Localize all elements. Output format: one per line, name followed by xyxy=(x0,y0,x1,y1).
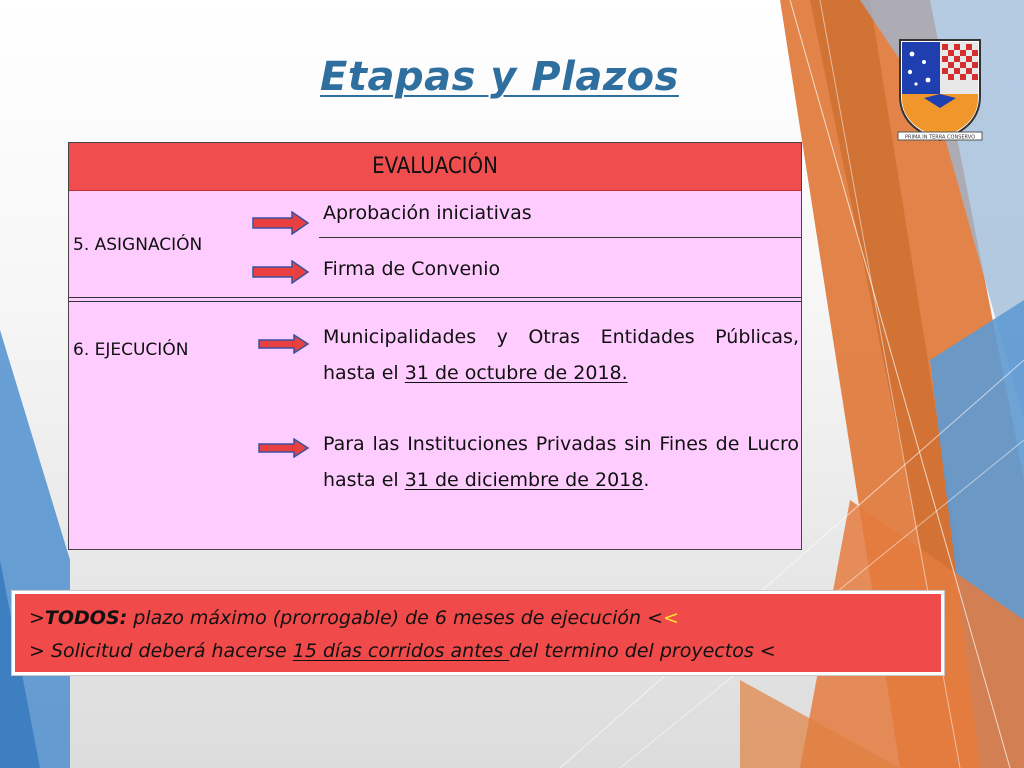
note-line-2: > Solicitud deberá hacerse 15 días corridos antes del termino del proyectos < xyxy=(29,640,776,662)
arrow-right-icon xyxy=(258,334,310,354)
firma-text: Firma de Convenio xyxy=(323,258,501,280)
panel-header: EVALUACIÓN xyxy=(69,143,801,191)
municipalidades-text: Municipalidades y Otras Entidades Públicas, hasta el 31 de octubre de 2018. xyxy=(323,326,799,384)
slide-title: Etapas y Plazos xyxy=(320,54,679,100)
aprobacion-text: Aprobación iniciativas xyxy=(323,202,532,224)
svg-text:PRIMA IN TERRA CONSERVO: PRIMA IN TERRA CONSERVO xyxy=(904,134,976,141)
arrow-right-icon xyxy=(252,211,310,235)
divider xyxy=(319,237,801,238)
coat-of-arms-icon xyxy=(894,36,986,146)
ejecucion-label: 6. EJECUCIÓN xyxy=(73,340,189,360)
section-divider xyxy=(69,301,801,302)
evaluation-panel xyxy=(68,142,802,550)
section-divider xyxy=(69,297,801,298)
arrow-right-icon xyxy=(258,438,310,458)
privadas-text: Para las Instituciones Privadas sin Fines de Lucro hasta el 31 de diciembre de 2018. xyxy=(323,433,799,491)
asignacion-label: 5. ASIGNACIÓN xyxy=(73,235,203,255)
arrow-right-icon xyxy=(252,260,310,284)
deadline-note xyxy=(12,591,944,675)
note-line-1: >TODOS: plazo máximo (prorrogable) de 6 meses de ejecución << xyxy=(29,607,679,629)
